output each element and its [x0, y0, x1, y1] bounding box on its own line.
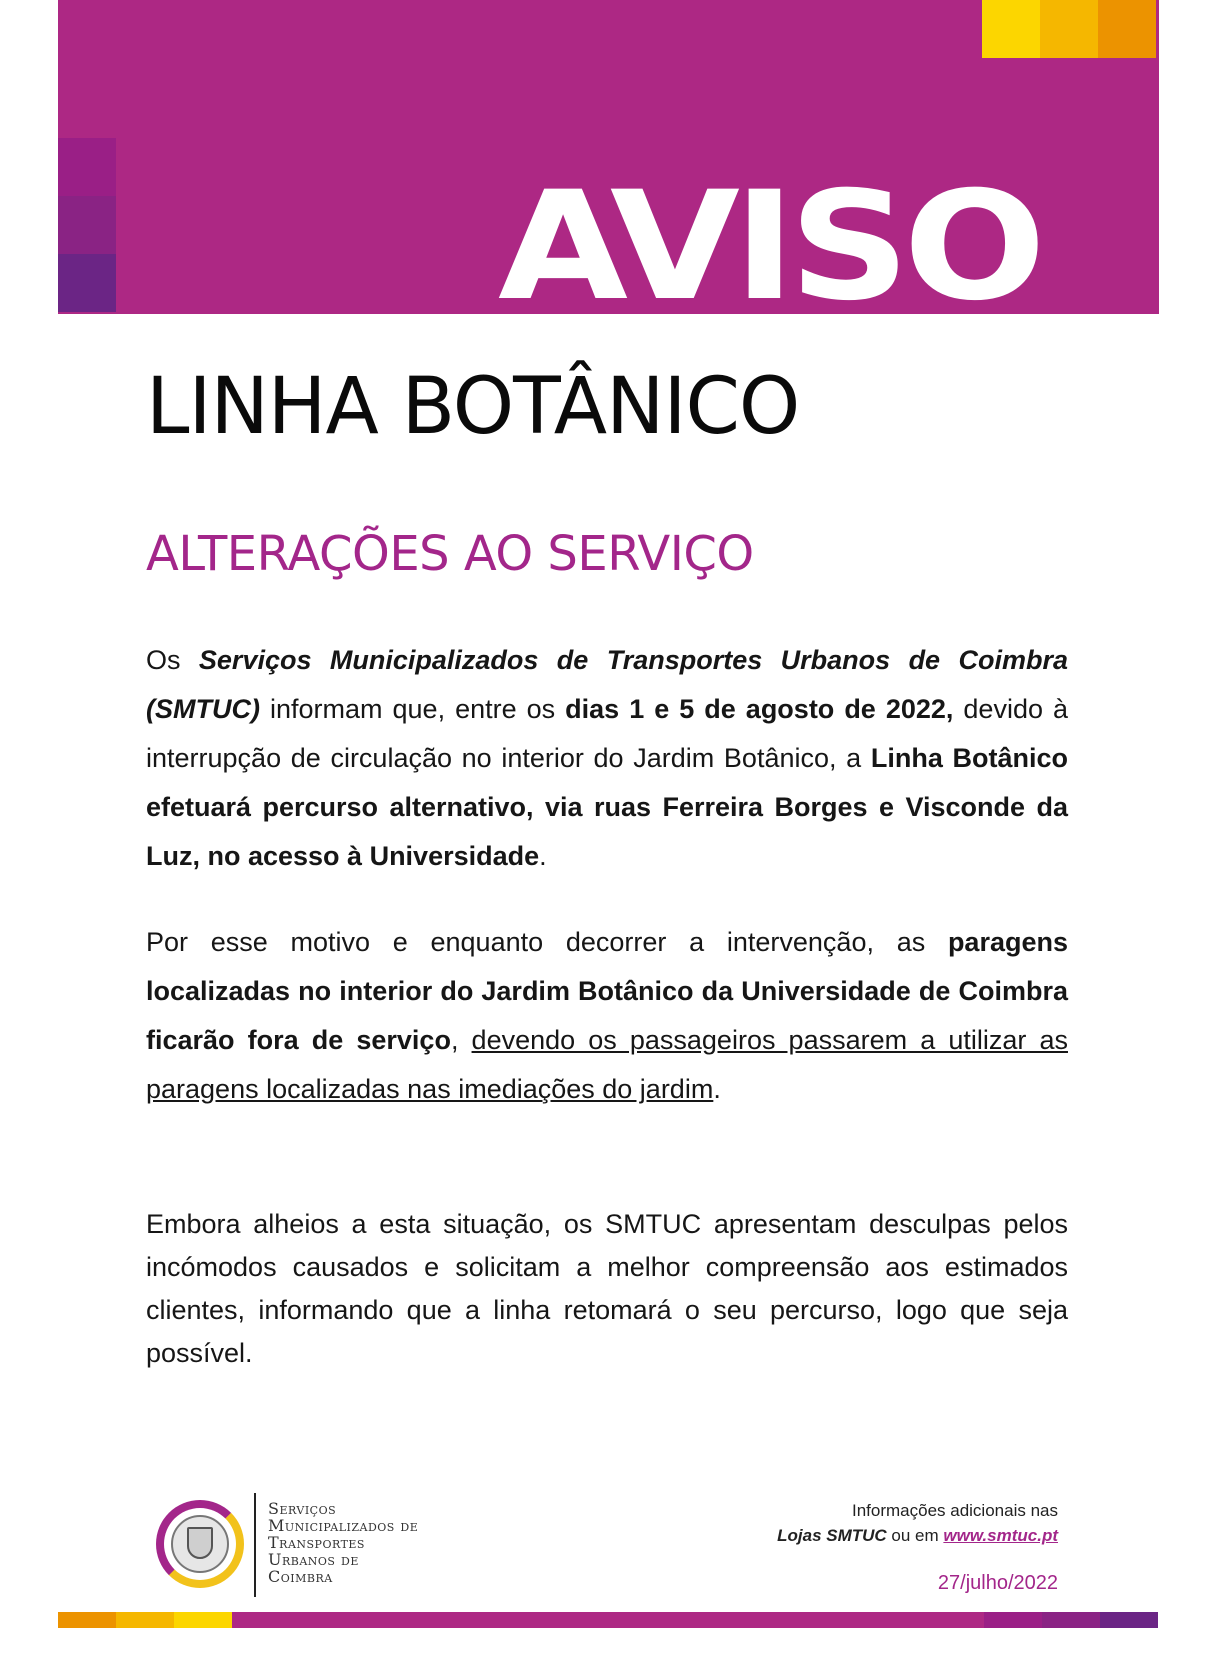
paragraph-2 — [146, 918, 1068, 1114]
logo-line-3: Transportes — [268, 1533, 365, 1552]
p2-text-2: , — [450, 1025, 472, 1055]
p2-underlined-advice: devendo os passageiros passarem a utilizar as paragens localizadas nas imediações do jardim — [146, 1025, 1068, 1104]
aviso-banner — [58, 0, 1159, 314]
additional-info — [777, 1498, 1058, 1548]
logo-line-4: Urbanos de — [268, 1550, 359, 1569]
banner-square-orange — [1098, 0, 1156, 58]
page-subtitle: ALTERAÇÕES AO SERVIÇO — [146, 526, 754, 582]
footer-bar-yellow — [174, 1612, 232, 1628]
banner-square-purple-2 — [58, 196, 116, 254]
footer-bar-purple-2 — [1042, 1612, 1100, 1628]
crest-shield-icon — [187, 1527, 213, 1559]
paragraph-1 — [146, 636, 1068, 881]
info-or-at: ou em — [886, 1526, 944, 1545]
page-title: LINHA BOTÂNICO — [146, 362, 800, 452]
footer-bar-amber — [116, 1612, 174, 1628]
info-line-2 — [777, 1523, 1058, 1548]
banner-square-purple-1 — [58, 138, 116, 196]
p2-text-1: Por esse motivo e enquanto decorrer a intervenção, as — [146, 927, 948, 957]
banner-square-purple-3 — [58, 254, 116, 312]
paragraph-3: Embora alheios a esta situação, os SMTUC apresentam desculpas pelos incómodos causados e solicitam a melhor compreensão aos estimados clientes, informando que a linha retomará o seu percurso, logo que seja possível. — [146, 1209, 1068, 1368]
p1-text-1: Os — [146, 645, 199, 675]
footer-bar-orange — [58, 1612, 116, 1628]
banner-square-amber — [1040, 0, 1098, 58]
p2-text-3: . — [713, 1074, 721, 1104]
p1-bold-smtuc: Serviços Municipalizados de Transportes Urbanos de Coimbra (SMTUC) — [146, 645, 1068, 724]
p1-text-2: informam que, entre os — [259, 694, 566, 724]
logo-line-5: Coimbra — [268, 1567, 333, 1586]
publication-date: 27/julho/2022 — [937, 1572, 1058, 1594]
footer-bar-magenta — [232, 1612, 984, 1628]
p1-text-4: . — [539, 841, 547, 871]
logo-line-2: Municipalizados de — [268, 1516, 419, 1535]
banner-square-yellow — [982, 0, 1040, 58]
logo-divider — [254, 1493, 256, 1597]
footer-bar-purple-3 — [1100, 1612, 1158, 1628]
p1-bold-route: Linha Botânico efetuará percurso alternativo, via ruas Ferreira Borges e Visconde da Luz, no acesso à Universidade — [146, 743, 1069, 871]
p1-bold-dates: dias 1 e 5 de agosto de 2022, — [565, 694, 954, 724]
p2-bold-stops: paragens localizadas no interior do Jardim Botânico da Universidade de Coimbra ficarão fora de serviço — [146, 927, 1068, 1055]
info-line-1: Informações adicionais nas — [851, 1501, 1058, 1520]
footer-bar-purple-1 — [984, 1612, 1042, 1628]
lojas-smtuc-label: Lojas SMTUC — [777, 1526, 887, 1545]
smtuc-logo-text — [268, 1500, 418, 1585]
p1-text-3: devido à interrupção de circulação no interior do Jardim Botânico, a — [146, 694, 1069, 773]
website-link[interactable]: www.smtuc.pt — [943, 1526, 1058, 1545]
banner-title: AVISO — [498, 160, 1040, 314]
logo-line-1: Serviços — [268, 1499, 337, 1518]
